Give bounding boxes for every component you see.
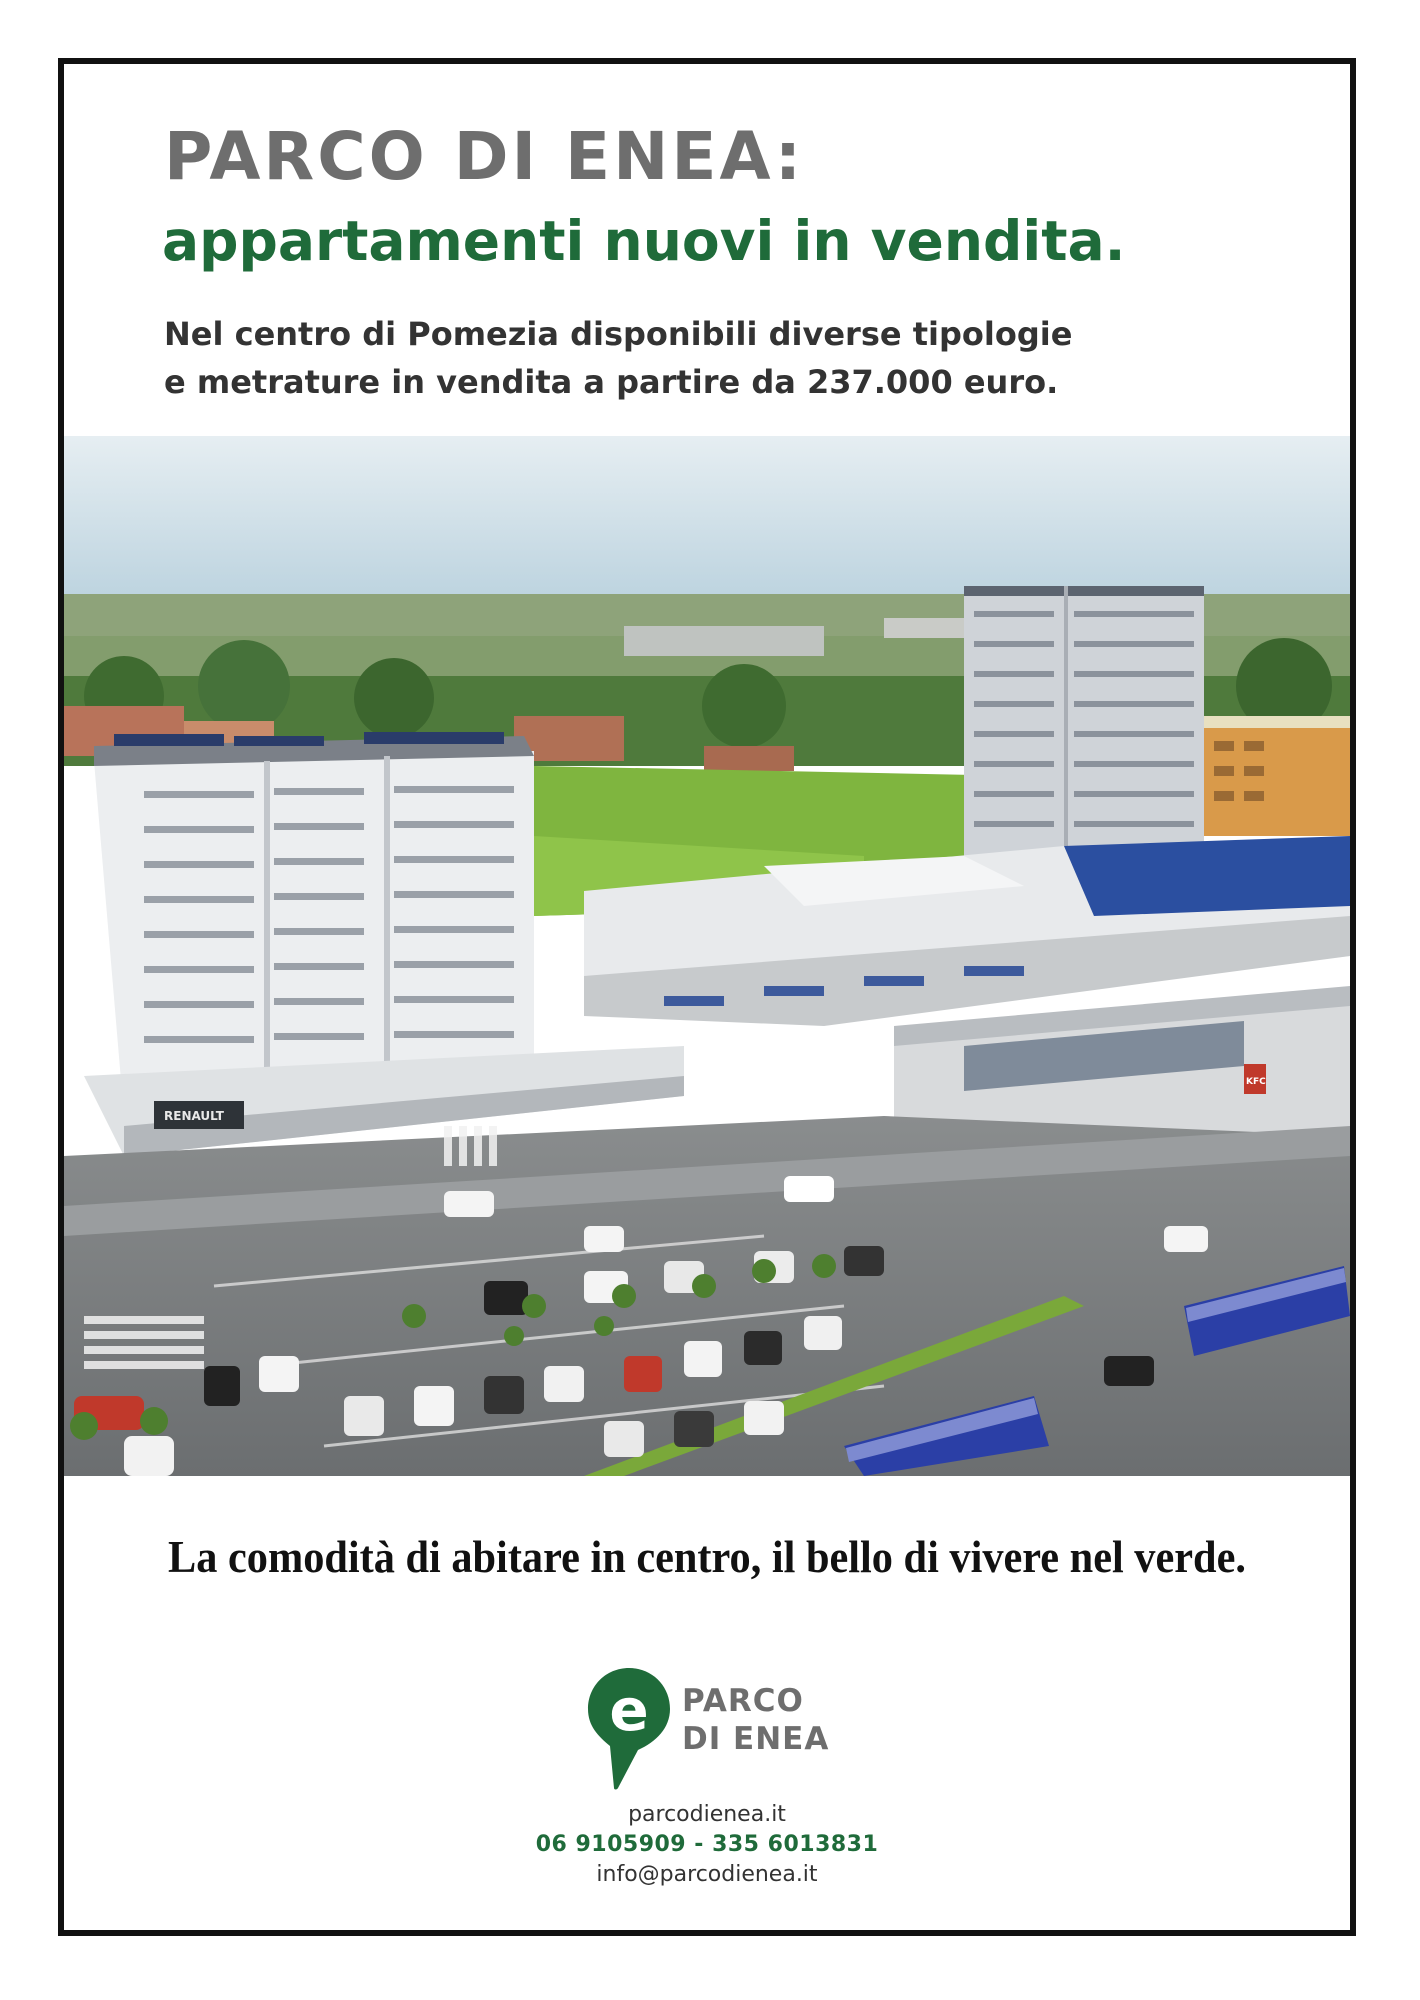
poster-frame (58, 58, 1356, 1936)
tower-right (964, 586, 1204, 866)
padel-courts (1064, 836, 1350, 916)
brand-logo (584, 1664, 884, 1794)
tagline: La comodità di abitare in centro, il bello di vivere nel verde. (168, 1531, 1246, 1582)
description (164, 310, 1072, 406)
description-line-1: Nel centro di Pomezia disponibili diverse tipologie (164, 315, 1073, 353)
email-link[interactable]: info@parcodienea.it (596, 1862, 818, 1887)
page-title: PARCO DI ENEA: (164, 118, 805, 195)
website-link[interactable]: parcodienea.it (628, 1802, 786, 1827)
phone-numbers[interactable]: 06 9105909 - 335 6013831 (535, 1832, 879, 1857)
location-pin-icon (584, 1664, 674, 1792)
logo-wordmark (682, 1682, 829, 1758)
logo-line-2: DI ENEA (682, 1721, 830, 1757)
kfc-sign: KFC (1246, 1077, 1266, 1087)
renault-sign: RENAULT (164, 1109, 224, 1123)
aerial-photo (64, 436, 1350, 1476)
page-subtitle: appartamenti nuovi in vendita. (162, 209, 1126, 273)
logo-letter: e (609, 1676, 649, 1744)
sky (64, 436, 1350, 601)
logo-line-1: PARCO (682, 1683, 804, 1719)
description-line-2: e metrature in vendita a partire da 237.000 euro. (164, 363, 1059, 401)
